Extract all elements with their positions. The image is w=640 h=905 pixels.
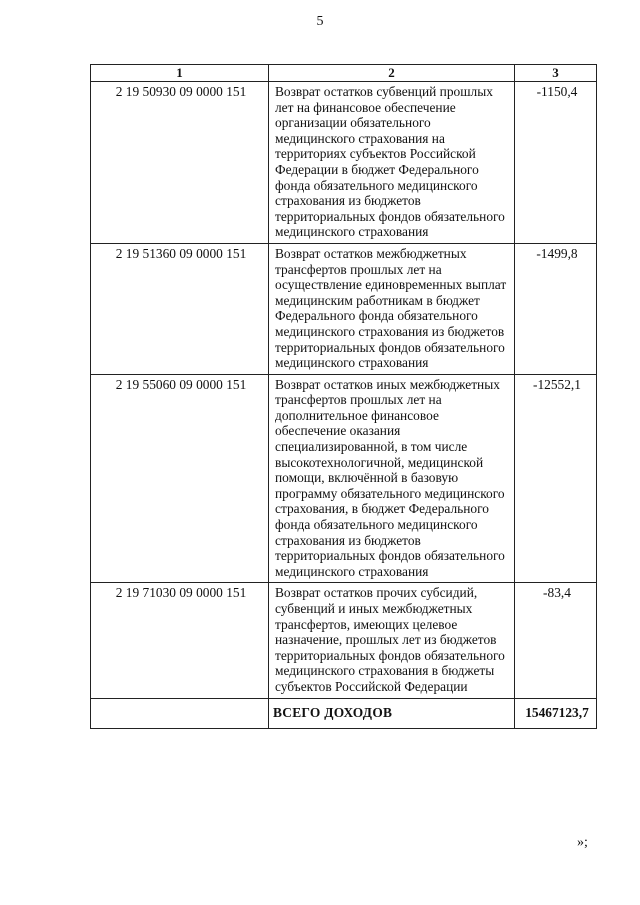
total-label: ВСЕГО ДОХОДОВ: [269, 698, 515, 728]
amount-cell: -12552,1: [515, 374, 597, 583]
revenue-table: [90, 64, 597, 729]
column-header-2: 2: [269, 65, 515, 82]
amount-cell: -1499,8: [515, 243, 597, 374]
description-cell: Возврат остатков субвенций прошлых лет на финансовое обеспечение организации обязательного медицинского страхования на территориях субъектов Российской Федерации в бюджет Федерального фонда обязательного медицинского страхования из бюджетов территориальных фондов обязательного медицинского страхования: [269, 82, 515, 244]
budget-code-cell: 2 19 71030 09 0000 151: [91, 583, 269, 698]
description-cell: Возврат остатков межбюджетных трансфертов прошлых лет на осуществление единовременных выплат медицинским работникам в бюджет Федерального фонда обязательного медицинского страхования из бюджетов территориальных фондов обязательного медицинского страхования: [269, 243, 515, 374]
amount-cell: -1150,4: [515, 82, 597, 244]
page-number: 5: [316, 14, 324, 29]
description-cell: Возврат остатков иных межбюджетных трансфертов прошлых лет на дополнительное финансовое обеспечение оказания специализированной, в том числе высокотехнологичной, медицинской помощи, включённой в базовую программу обязательного медицинского страхования, в бюджет Федерального фонда обязательного медицинского страхования из бюджетов территориальных фондов обязательного медицинского страхования: [269, 374, 515, 583]
description-cell: Возврат остатков прочих субсидий, субвенций и иных межбюджетных трансфертов, имеющих целевое назначение, прошлых лет из бюджетов территориальных фондов обязательного медицинского страхования в бюджеты субъектов Российской Федерации: [269, 583, 515, 698]
total-row: [91, 698, 597, 728]
column-header-3: 3: [515, 65, 597, 82]
table-header-row: [91, 65, 597, 82]
total-empty-cell: [91, 698, 269, 728]
amount-cell: -83,4: [515, 583, 597, 698]
total-amount: 15467123,7: [515, 698, 597, 728]
budget-code-cell: 2 19 50930 09 0000 151: [91, 82, 269, 244]
table-row: [91, 82, 597, 244]
closing-quote-mark: »;: [577, 835, 588, 850]
table-row: [91, 583, 597, 698]
budget-code-cell: 2 19 55060 09 0000 151: [91, 374, 269, 583]
budget-code-cell: 2 19 51360 09 0000 151: [91, 243, 269, 374]
table-row: [91, 243, 597, 374]
column-header-1: 1: [91, 65, 269, 82]
table-row: [91, 374, 597, 583]
